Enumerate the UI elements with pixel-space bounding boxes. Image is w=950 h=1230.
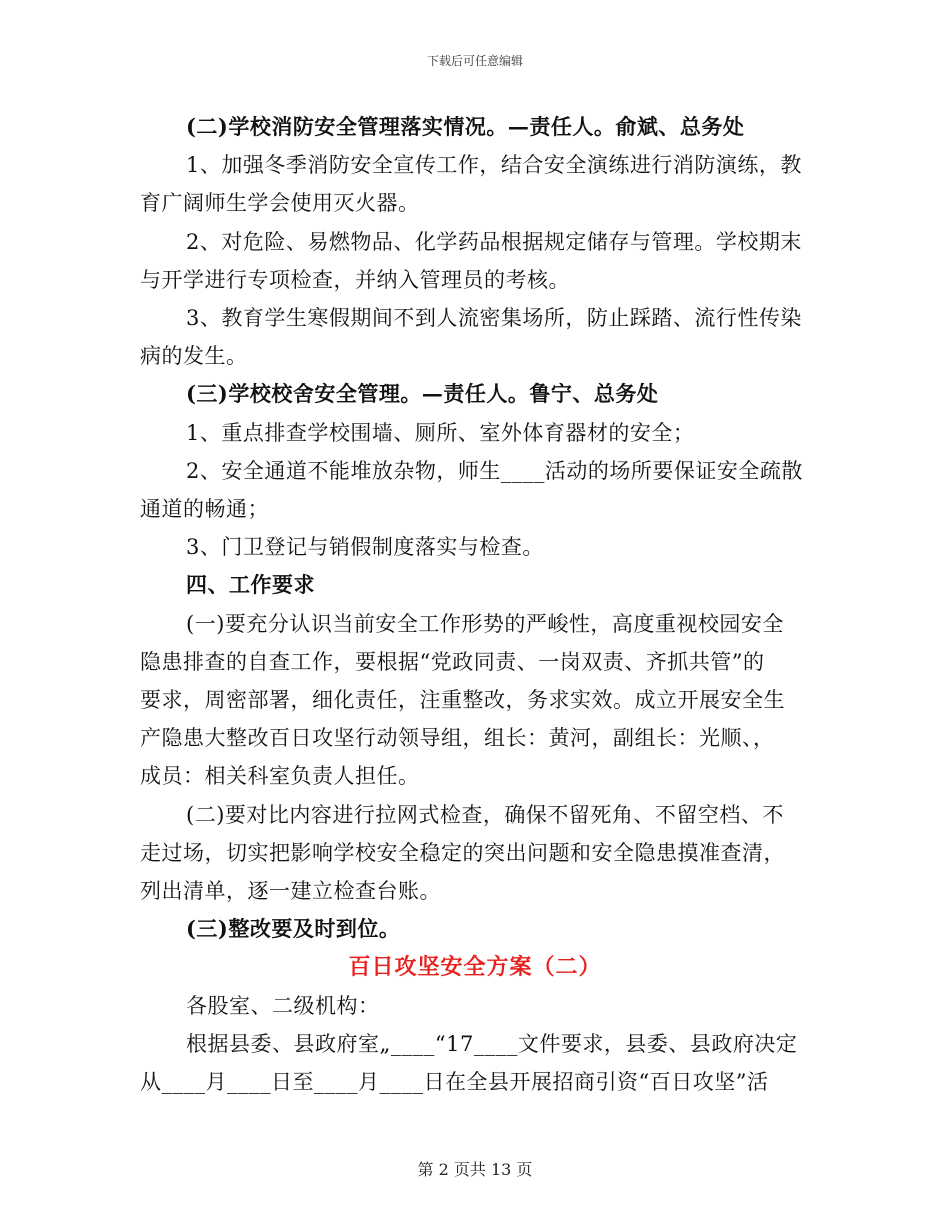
section-heading-building-safety: (三)学校校舍安全管理。—责任人。鲁宁、总务处 — [186, 381, 659, 407]
paragraph-line: 与开学进行专项检查，并纳入管理员的考核。 — [140, 267, 570, 292]
paragraph-line: (二)要对比内容进行拉网式检查，确保不留死角、不留空档、不 — [186, 802, 784, 827]
paragraph-line: 隐患排查的自查工作，要根据“党政同责、一岗双责、齐抓共管”的 — [140, 649, 765, 674]
paragraph-line: 列出清单，逐一建立检查台账。 — [140, 879, 441, 904]
paragraph-line: 成员：相关科室负责人担任。 — [140, 764, 420, 789]
paragraph-line: 产隐患大整改百日攻坚行动领导组，组长：黄河，副组长：光顺、， — [140, 726, 775, 751]
document-body — [140, 108, 810, 1101]
paragraph-line: 要求，周密部署，细化责任，注重整改，务求实效。成立开展安全生 — [140, 688, 785, 713]
paragraph-line: 各股室、二级机构： — [186, 993, 380, 1018]
document-title: 百日攻坚安全方案（二） — [348, 954, 602, 981]
paragraph-line: 病的发生。 — [140, 344, 248, 369]
paragraph-line: 2、安全通道不能堆放杂物，师生____活动的场所要保证安全疏散 — [186, 458, 803, 483]
section-heading-work-requirements: 四、工作要求 — [186, 572, 315, 598]
page-header: 下载后可任意编辑 — [426, 54, 523, 68]
page-footer: 第 2 页共 13 页 — [417, 1160, 533, 1179]
paragraph-line: (一)要充分认识当前安全工作形势的严峻性，高度重视校园安全 — [186, 611, 784, 636]
paragraph-line: 2、对危险、易燃物品、化学药品根据规定储存与管理。学校期末 — [186, 229, 802, 254]
paragraph-line: 1、加强冬季消防安全宣传工作，结合安全演练进行消防演练，教 — [186, 153, 802, 178]
paragraph-line: 育广阔师生学会使用灭火器。 — [140, 191, 420, 216]
paragraph-line: 3、教育学生寒假期间不到人流密集场所，防止踩踏、流行性传染 — [186, 306, 802, 331]
paragraph-line: 3、门卫登记与销假制度落实与检查。 — [186, 535, 544, 560]
paragraph-line: 从____月____日至____月____日在全县开展招商引资“百日攻坚”活 — [140, 1070, 769, 1095]
section-heading-rectification: (三)整改要及时到位。 — [186, 916, 401, 942]
paragraph-line: 根据县委、县政府室„____“17____文件要求，县委、县政府决定 — [186, 1031, 798, 1056]
section-heading-fire-safety: (二)学校消防安全管理落实情况。—责任人。俞斌、总务处 — [186, 114, 745, 139]
paragraph-line: 通道的畅通； — [140, 497, 269, 522]
paragraph-line: 走过场，切实把影响学校安全稳定的突出问题和安全隐患摸准查清， — [140, 840, 785, 865]
paragraph-line: 1、重点排查学校围墙、厕所、室外体育器材的安全； — [186, 420, 695, 445]
